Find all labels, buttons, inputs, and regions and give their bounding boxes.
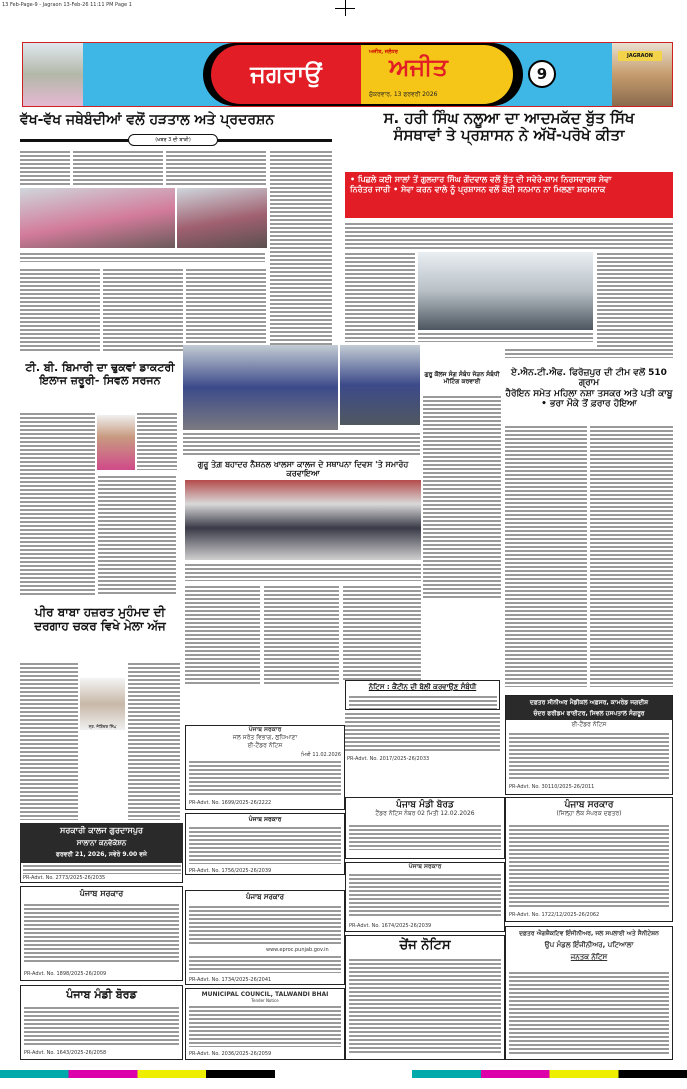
article-text [20,662,78,820]
print-slug: 13 Feb-Page-9 - Jagraon 13-Feb-26 11:11 PM Page 1 [2,2,132,8]
notice-text [349,824,501,850]
article-text [590,425,673,687]
headline-antf-sub: • ਭਰਾ ਮੌਕੇ ਤੋਂ ਫ਼ਰਾਰ ਹੋਇਆ [541,399,637,410]
headline-strike: ਵੱਖ-ਵੱਖ ਜਥੇਬੰਦੀਆਂ ਵਲੋਂ ਹੜਤਾਲ ਅਤੇ ਪ੍ਰਦਰਸ਼ਨ [20,112,332,128]
headline-antf-1: ਏ.ਐਨ.ਟੀ.ਐਫ. ਫਿਰੋਜ਼ਪੁਰ ਦੀ ਟੀਮ ਵਲੋਂ 510 ਗ੍ਰਾਮ [511,368,667,389]
municipal-council-ad [185,988,345,1060]
ad-title: ਚੇਂਜ ਨੋਟਿਸ [399,938,451,953]
notice-text [509,971,669,1055]
masthead [22,42,673,107]
highlight-line: ਨਿਰੰਤਰ ਜਾਰੀ • ਸੇਵਾ ਕਰਨ ਵਾਲੇ ਨੂੰ ਪ੍ਰਸ਼ਾਸਨ ਵਲੋਂ ਕੋਈ ਸਨਮਾਨ ਨਾ ਮਿਲਣਾ ਸ਼ਰਮਨਾਕ [350,185,606,194]
ad-subtitle: Tender Notice [251,998,279,1003]
headline-peer [20,606,180,634]
paper-tag: ਅਜੀਤ, ਜਲੰਧਰ [369,49,398,55]
ad-subtitle: (ਜਿਲ੍ਹਾ ਲੋਕ ਸੰਪਰਕ ਦਫਤਰ) [556,810,622,817]
ad-title: ਦਫ਼ਤਰ ਐਗਜ਼ੈਕਟਿਵ ਇੰਜੀਨੀਅਰ, ਜਲ ਸਪਲਾਈ ਅਤੇ ਸੈਨੀਟੇਸ਼ਨ [519,930,659,937]
nalwa-highlight-box [345,172,673,218]
headline-nalwa-2: ਸੰਸਥਾਵਾਂ ਤੇ ਪ੍ਰਸ਼ਾਸਨ ਨੇ ਅੱਖੋਂ-ਪਰੋਖੇ ਕੀਤਾ [393,126,625,145]
ad-date: ਮਿਤੀ 11.02.2026 [301,752,341,758]
article-text [128,662,180,820]
article-text [20,268,100,353]
registration-mark [335,8,355,9]
ad-title: ਪੰਜਾਬ ਸਰਕਾਰ [564,800,614,810]
hospital-tender-ad [505,695,673,795]
hospital-sub: ਈ-ਟੈਂਡਰ ਨੋਟਿਸ [571,721,607,728]
mandi-board-ad-left [20,985,183,1060]
hospital-title: ਦਫ਼ਤਰ ਸੀਨੀਅਰ ਮੈਡੀਕਲ ਅਫ਼ਸਰ, ਕਾਮਰੇਡ ਜਗਦੀਸ਼ [529,699,649,706]
paper-logo: ਅਜੀਤ [389,53,448,81]
section-name: ਜਗਰਾਉਂ [211,45,361,104]
ad-subtitle: ਜਨਤਕ ਨੋਟਿਸ [570,953,608,961]
ad-ref: PR-Advt. No. 1722/12/2025-26/2062 [509,912,600,918]
headline-peer-1: ਪੀਰ ਬਾਬਾ ਹਜ਼ਰਤ ਮੁਹੰਮਦ ਦੀ [34,605,166,619]
masthead-photo-right [612,43,672,106]
notice-text [509,732,669,780]
punjab-govt-ad-center [345,862,505,932]
ad-ref: PR-Advt. No. 1756/2025-26/2039 [189,868,272,874]
canteen-title: ਨੋਟਿਸ : ਕੈਂਟੀਨ ਦੀ ਬੋਲੀ ਕਰਵਾਉਣ ਸੰਬੰਧੀ [368,683,477,691]
ad-ref: PR-Advt. No. 1674/2025-26/2039 [349,923,432,929]
article-text [137,412,177,470]
civil-surgeon-photo [97,415,135,470]
article-text [186,268,266,353]
notice-text [345,712,500,752]
notice-text [509,824,669,909]
punjab-govt-ad-mid3 [185,890,345,985]
punjab-govt-ad-right [505,797,673,922]
article-text [270,150,332,350]
headline-antf [505,368,673,409]
ad-ref: PR-Advt. No. 2036/2025-26/2059 [189,1051,272,1057]
article-text [505,425,587,687]
ad-title: ਪੰਜਾਬ ਸਰਕਾਰ [408,863,442,870]
highlight-line: • ਪਿਛਲੇ ਕਈ ਸਾਲਾਂ ਤੋਂ ਗੁਲਜ਼ਾਰ ਸਿੰਘ ਗੋਂਦਵਾਲ ਵਲੋਂ ਬੁੱਤ ਦੀ ਸਵੇਰੇ-ਸ਼ਾਮ ਨਿਰਸਵਾਰਥ ਸੇਵਾ [350,175,612,184]
article-text [73,150,163,185]
college-convocation-header [20,823,183,863]
article-text [20,150,70,185]
ludhiana-tender-ad [185,725,345,810]
protest-photo [20,188,175,248]
college-subtitle: ਸਾਲਾਨਾ ਕਨਵੋਕੇਸ਼ਨ [76,839,127,847]
masthead-badge [203,43,523,106]
ad-subtitle: ਉਪ ਮੰਡਲ ਇੰਜੀਨੀਅਰ, ਪਟਿਆਲਾ [544,941,634,949]
masthead-photo-left [23,43,83,106]
notice-text [189,1005,341,1047]
group-photo-2 [340,345,420,425]
notice-text [349,873,501,918]
notice-text [189,760,341,796]
ad-title: ਪੰਜਾਬ ਮੰਡੀ ਬੋਰਡ [396,800,454,810]
notice-text [349,958,501,1053]
canteen-notice [345,680,500,710]
portrait-photo [80,678,125,730]
print-color-bar [0,1070,687,1078]
notice-text [189,955,341,973]
headline-tb [20,362,180,387]
ceremony-photo [185,480,421,560]
college-ad-body [20,863,183,883]
article-text [343,585,421,680]
statue-photo [418,252,593,330]
article-text [103,268,183,353]
college-title: ਸਰਕਾਰੀ ਕਾਲਜ ਗੁਰਦਾਸਪੁਰ [60,826,143,835]
group-photo [183,345,338,430]
notice-text [23,864,181,874]
headline-nalwa-1: ਸ. ਹਰੀ ਸਿੰਘ ਨਲੂਆ ਦਾ ਆਦਮਕੱਦ ਬੁੱਤ ਸਿੱਖ [383,109,635,127]
ad-ref: PR-Advt. No. 1643/2025-26/2058 [24,1050,107,1056]
hospital-title: ਚੰਦਰ ਫਰੀਡਮ ਫਾਈਟਰ, ਸਿਵਲ ਹਸਪਤਾਲ ਸੰਗਰੂਰ [533,710,645,717]
ad-ref: PR-Advt. No. 1898/2025-26/2009 [24,971,107,977]
college-date: ਫਰਵਰੀ 21, 2026, ਸਵੇਰੇ 9.00 ਵਜੇ [56,851,147,858]
photo-caption [20,252,265,262]
notice-text [24,903,179,963]
ad-title: ਪੰਜਾਬ ਸਰਕਾਰ [79,889,124,898]
page-number: 9 [528,60,556,88]
issue-date: ਸ਼ੁੱਕਰਵਾਰ, 13 ਫਰਵਰੀ 2026 [369,91,438,98]
continued-tag: (ਖ਼ਬਰ 3 ਦੀ ਬਾਕੀ) [128,134,218,146]
headline-gtb: ਗੁਰੂ ਤੇਗ਼ ਬਹਾਦਰ ਨੈਸ਼ਨਲ ਖਾਲਸਾ ਕਾਲਜ ਦੇ ਸਥਾਪਨਾ ਦਿਵਸ 'ਤੇ ਸਮਾਰੋਹ ਕਰਵਾਇਆ [185,460,421,478]
article-text [185,585,260,685]
ad-title: ਪੰਜਾਬ ਸਰਕਾਰ [245,893,284,901]
headline-peer-2: ਦਰਗਾਹ ਚਕਰ ਵਿਖੇ ਮੇਲਾ ਅੱਜ [34,618,166,633]
article-text [505,348,673,358]
ad-ref: PR-Advt. No. 30110/2025-26/2011 [509,784,595,790]
ad-ref: PR-Advt. No. 2017/2025-26/2033 [347,756,430,762]
hospital-header [506,696,672,720]
notice-text [189,826,341,864]
article-text [98,475,176,595]
ad-title: ਪੰਜਾਬ ਸਰਕਾਰ [248,816,282,823]
ad-subtitle: ਈ-ਟੈਂਡਰ ਨੋਟਿਸ [247,742,283,749]
article-text [345,252,415,342]
headline-nalwa [345,110,673,145]
article-text [20,412,95,595]
punjab-govt-ad-left [20,886,183,981]
article-text [166,150,266,185]
portrait-caption: ਸ੍ਰ. ਜੋਗਿੰਦਰ ਸਿੰਘ [88,724,117,729]
ad-ref: PR-Advt. No. 1734/2025-26/2041 [189,977,272,983]
ad-website[interactable]: www.eproc.punjab.gov.in [266,947,329,953]
ad-title: ਪੰਜਾਬ ਮੰਡੀ ਬੋਰਡ [66,988,137,1001]
protest-photo-2 [177,188,267,248]
ad-subtitle: ਟੈਂਡਰ ਨੋਟਿਸ ਨੰਬਰ 02 ਮਿਤੀ 12.02.2026 [375,810,475,817]
photo-caption [183,432,420,456]
change-notice-ad [345,935,505,1060]
photo-caption [185,563,421,581]
headline-small: ਗੁਰੂ ਕੌਲਜ ਸੰਗ ਸੰਬੰਧ ਜੋੜਨ ਸੰਬੰਧੀ ਮੀਟਿੰਗ ਕਰਵਾਈ [424,371,500,385]
water-supply-notice-ad [505,926,673,1060]
notice-text [349,695,497,709]
article-text [423,395,501,600]
ad-title: MUNICIPAL COUNCIL, TALWANDI BHAI [201,991,329,998]
signboard: JAGRAON [618,51,662,61]
mandi-board-tender-ad [345,797,505,859]
article-text [264,585,339,685]
photo-caption [418,332,593,342]
ad-subtitle: ਜਲ ਸਰੋਤ ਵਿਭਾਗ, ਲੁਧਿਆਣਾ [232,734,298,741]
headline-tb-1: ਟੀ. ਬੀ. ਬਿਮਾਰੀ ਦਾ ਢੁਕਵਾਂ ਡਾਕਟਰੀ [25,361,175,374]
article-text [597,252,673,347]
punjab-govt-ad-mid2 [185,813,345,875]
notice-text [24,1006,179,1046]
notice-text [189,905,341,945]
ad-ref: PR-Advt. No. 2773/2025-26/2035 [23,875,106,881]
ad-ref: PR-Advt. No. 1699/2025-26/2222 [189,800,272,806]
headline-antf-2: ਹੈਰੋਇਨ ਸਮੇਤ ਮਹਿਲਾ ਨਸ਼ਾ ਤਸਕਰ ਅਤੇ ਪਤੀ ਕਾਬੂ [505,388,673,399]
article-text [345,222,673,250]
paper-block [361,45,513,104]
headline-tb-2: ਇਲਾਜ ਜ਼ਰੂਰੀ- ਸਿਵਲ ਸਰਜਨ [39,373,161,387]
ad-title: ਪੰਜਾਬ ਸਰਕਾਰ [248,726,282,733]
